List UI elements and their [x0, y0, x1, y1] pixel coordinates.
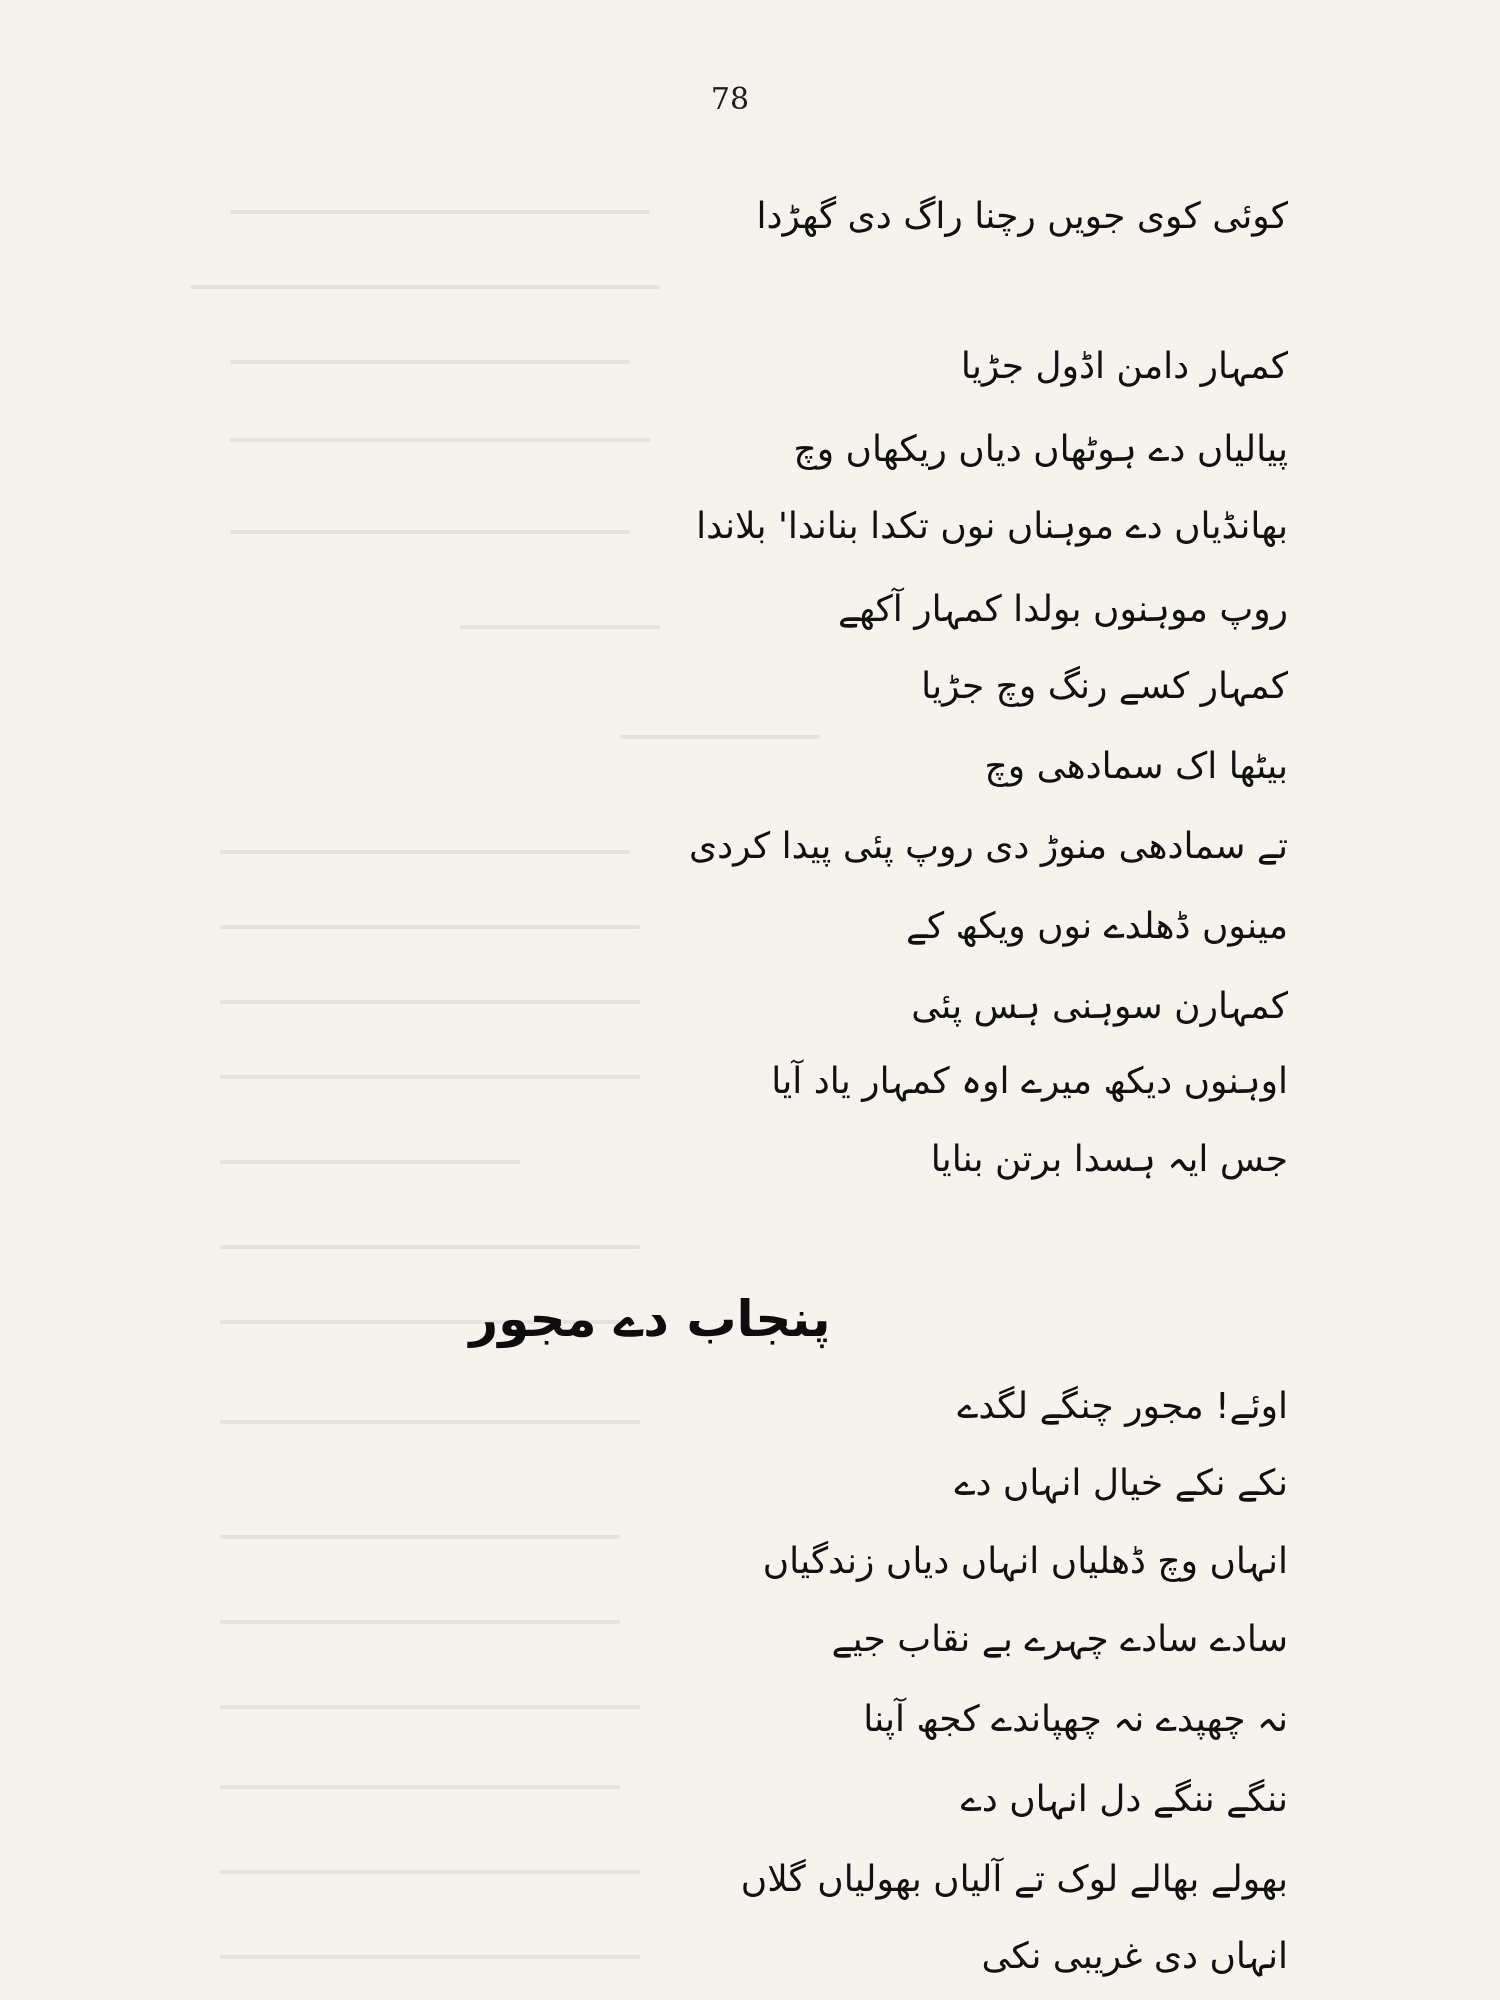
poem-line: بھولے بھالے لوک تے آلیاں بھولیاں گلاں [740, 1859, 1288, 1900]
bleed-through-mark [230, 210, 650, 214]
poem-line: بھانڈیاں دے موہناں نوں تکدا بناندا' بلاندا [696, 506, 1288, 547]
poem-line: بیٹھا اک سمادھی وچ [984, 746, 1288, 787]
poem-line: اوہنوں دیکھ میرے اوہ کمہار یاد آیا [771, 1061, 1288, 1102]
bleed-through-mark [620, 735, 820, 739]
poem-line: سادے سادے چہرے بے نقاب جیے [831, 1619, 1288, 1660]
bleed-through-mark [190, 285, 660, 289]
poem-line: مینوں ڈھلدے نوں ویکھ کے [905, 906, 1288, 947]
bleed-through-mark [220, 1420, 640, 1424]
bleed-through-mark [220, 1245, 640, 1249]
poem-line: انہاں دی غریبی نکی [981, 1936, 1288, 1977]
bleed-through-mark [220, 1705, 640, 1709]
poem-line: کمہار دامن اڈول جڑیا [960, 346, 1288, 387]
poem-line: روپ موہنوں بولدا کمہار آکھے [837, 589, 1288, 630]
poem-line: جس ایہ ہسدا برتن بنایا [930, 1139, 1288, 1180]
poem-line: کمہارن سوہنی ہس پئی [911, 986, 1288, 1027]
bleed-through-mark [230, 438, 650, 442]
poem-line: کوئی کوی جویں رچنا راگ دی گھڑدا [756, 196, 1288, 237]
bleed-through-mark [230, 530, 630, 534]
section-title: پنجاب دے مجور [469, 1290, 831, 1348]
poem-line: پیالیاں دے ہوٹھاں دیاں ریکھاں وچ [793, 429, 1288, 470]
poem-line: نکے نکے خیال انہاں دے [954, 1463, 1288, 1504]
poem-line: کمہار کسے رنگ وچ جڑیا [921, 666, 1288, 707]
bleed-through-mark [220, 1160, 520, 1164]
bleed-through-mark [220, 925, 640, 929]
poem-line: ننگے ننگے دل انہاں دے [960, 1779, 1288, 1820]
bleed-through-mark [220, 1075, 640, 1079]
bleed-through-mark [220, 1955, 640, 1959]
bleed-through-mark [220, 1000, 640, 1004]
bleed-through-mark [220, 1785, 620, 1789]
bleed-through-mark [220, 1535, 620, 1539]
bleed-through-mark [230, 360, 630, 364]
bleed-through-mark [220, 850, 630, 854]
poem-line: انہاں وچ ڈھلیاں انہاں دیاں زندگیاں [762, 1541, 1288, 1582]
bleed-through-mark [460, 625, 660, 629]
poem-line: تے سمادھی منوڑ دی روپ پئی پیدا کردی [688, 826, 1288, 867]
poem-line: اوئے! مجور چنگے لگدے [957, 1386, 1288, 1427]
bleed-through-mark [220, 1620, 620, 1624]
poem-line: نہ چھپدے نہ چھپاندے کجھ آپنا [863, 1699, 1288, 1740]
page-number: 78 [710, 82, 750, 117]
bleed-through-mark [220, 1870, 640, 1874]
